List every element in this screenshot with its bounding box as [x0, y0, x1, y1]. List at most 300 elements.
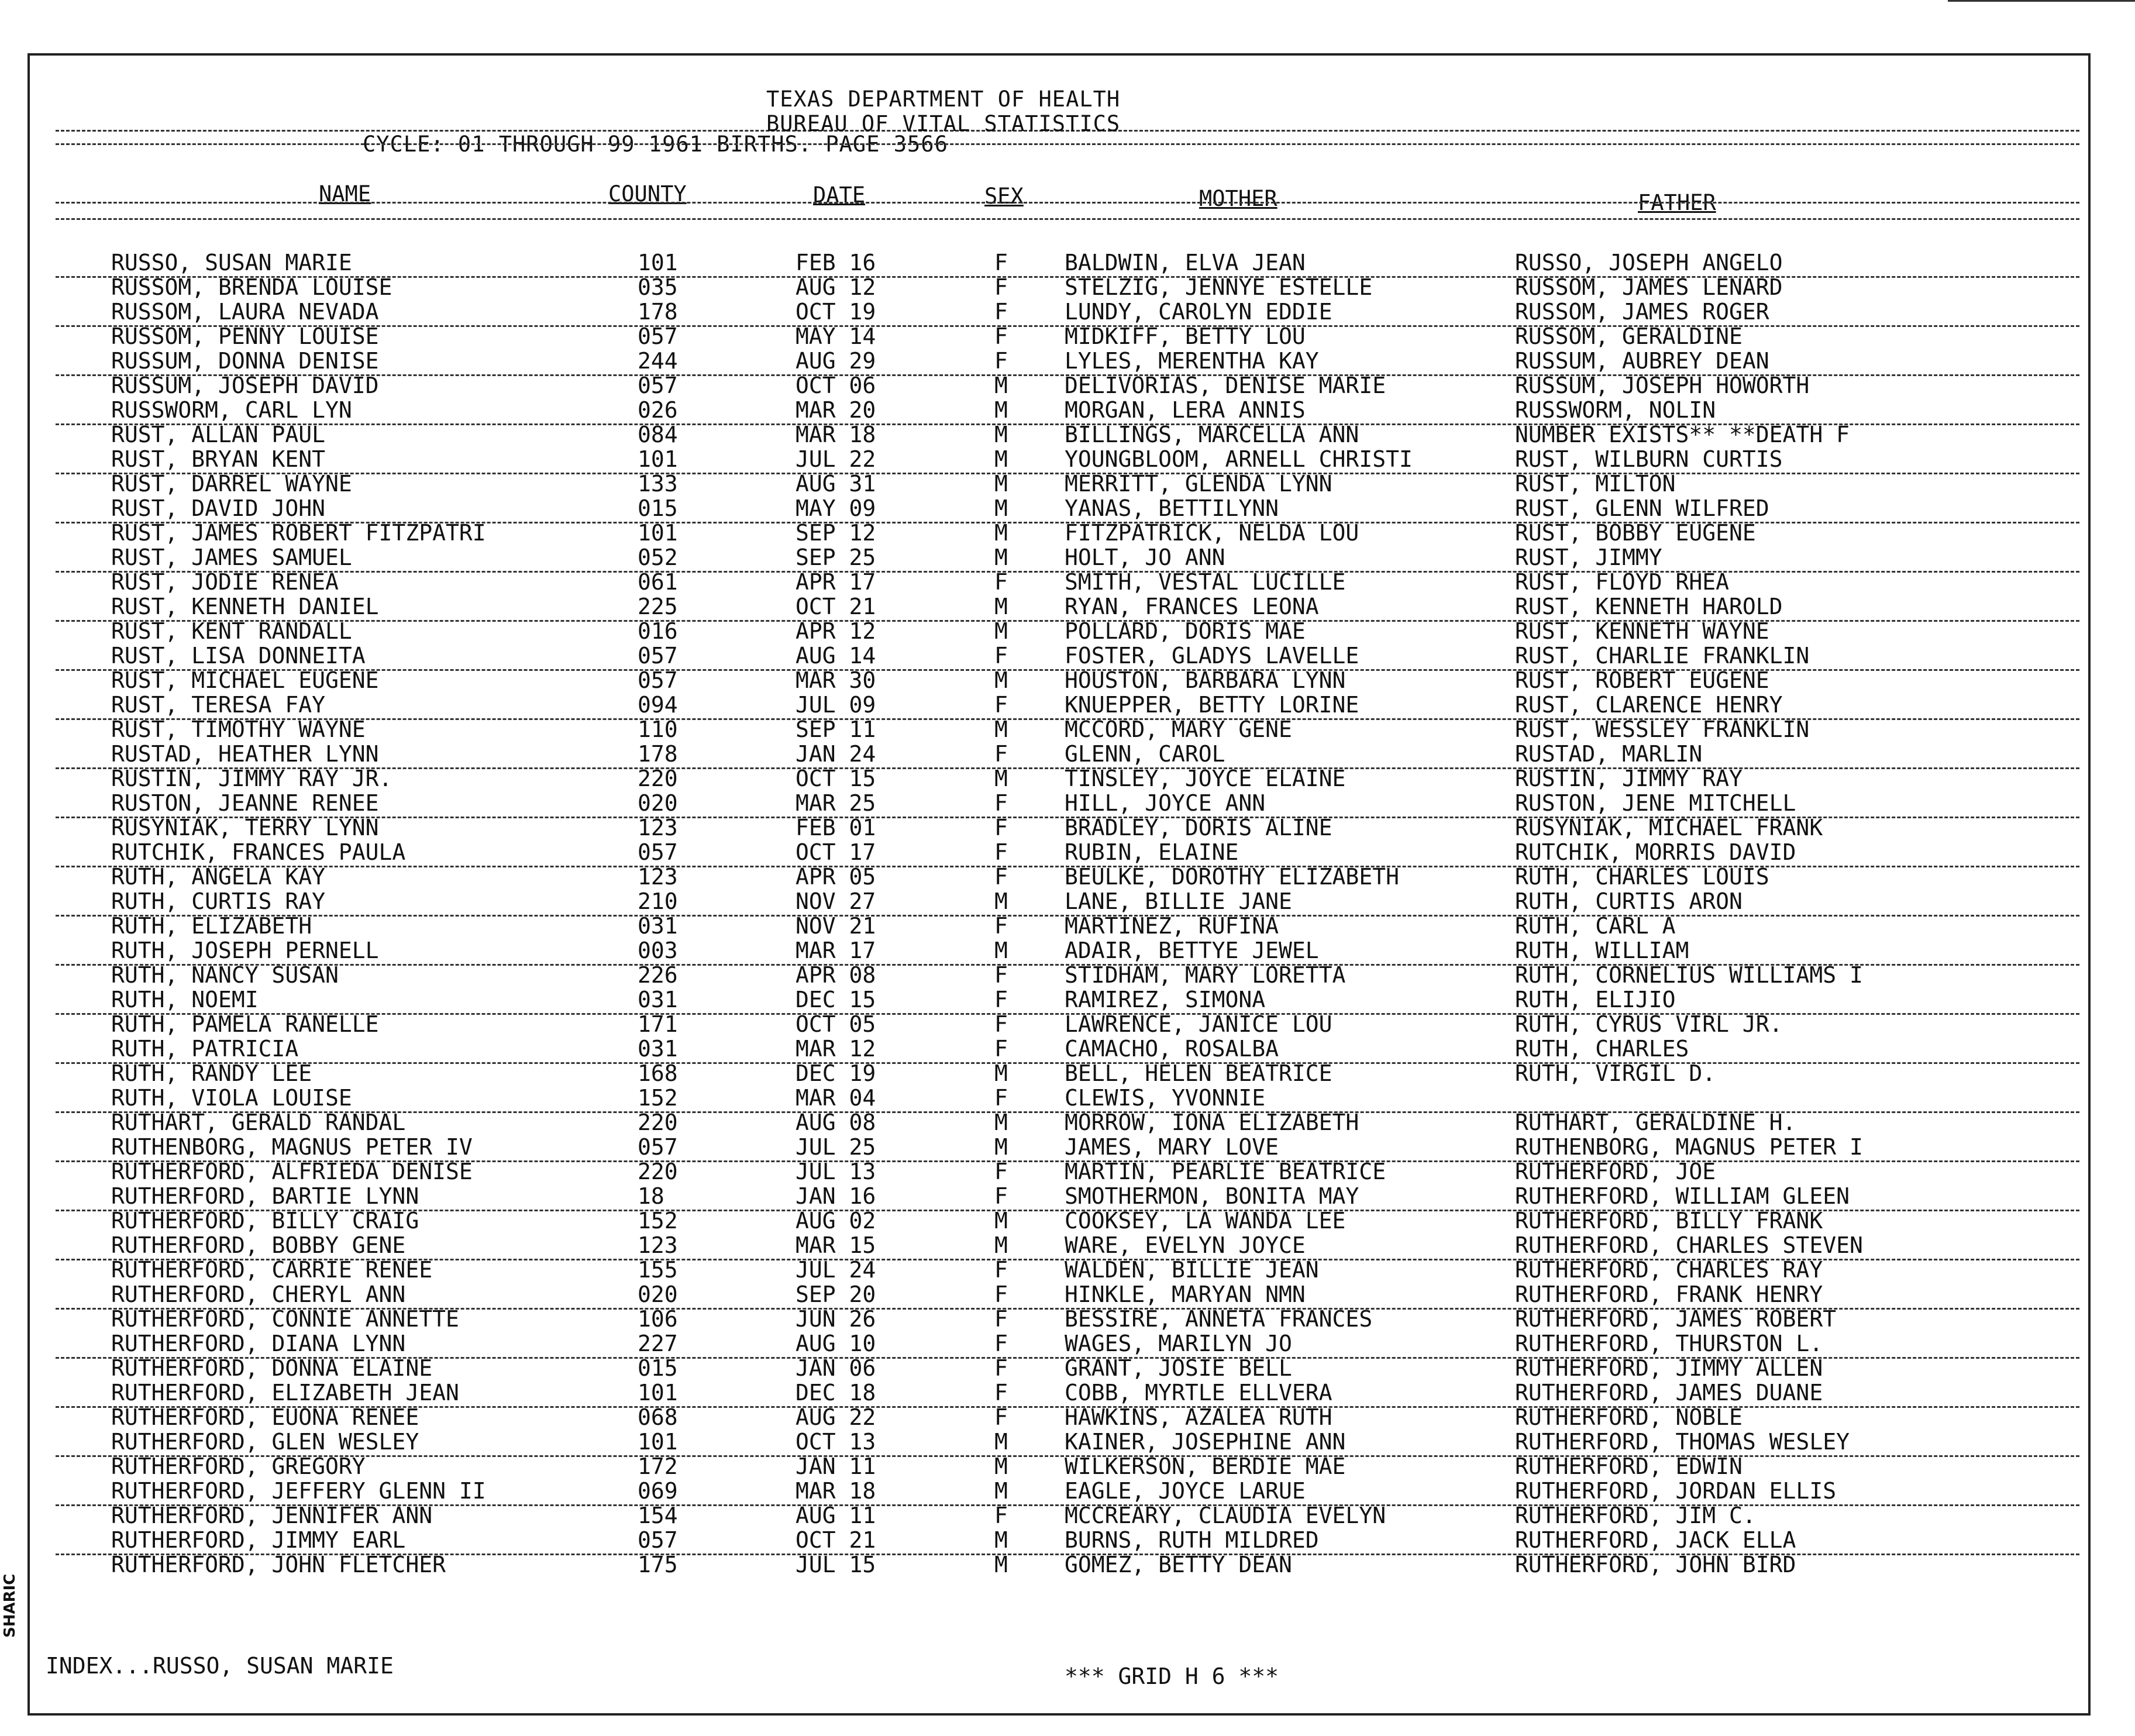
cell-sex: M: [994, 1478, 1008, 1504]
cell-name: RUSYNIAK, TERRY LYNN: [111, 815, 379, 841]
cell-date: APR 17: [796, 569, 876, 595]
cell-mother: GLENN, CAROL: [1065, 741, 1225, 767]
cell-name: RUSSUM, DONNA DENISE: [111, 348, 379, 374]
cell-date: MAR 12: [796, 1036, 876, 1062]
cell-county: 031: [638, 987, 678, 1012]
cell-mother: BEULKE, DOROTHY ELIZABETH: [1065, 864, 1399, 890]
cell-county: 210: [638, 888, 678, 914]
cell-date: JUL 13: [796, 1159, 876, 1184]
table-row: [0, 643, 2135, 668]
col-county: COUNTY: [608, 181, 687, 206]
cell-county: 225: [638, 594, 678, 619]
cell-name: RUSSOM, BRENDA LOUISE: [111, 274, 392, 300]
column-rule-bottom: [56, 218, 2079, 220]
cell-mother: DELIVORIAS, DENISE MARIE: [1065, 373, 1386, 398]
cell-name: RUTH, CURTIS RAY: [111, 888, 326, 914]
cell-name: RUSSO, SUSAN MARIE: [111, 250, 352, 275]
cell-father: RUST, BOBBY EUGENE: [1515, 520, 1756, 546]
cell-sex: F: [994, 1404, 1008, 1430]
cell-name: RUTHERFORD, ELIZABETH JEAN: [111, 1380, 459, 1406]
col-mother: MOTHER: [1199, 186, 1277, 211]
cell-date: MAR 18: [796, 422, 876, 447]
cell-father: RUST, MILTON: [1515, 471, 1676, 497]
cell-county: 101: [638, 250, 678, 275]
cell-father: RUTCHIK, MORRIS DAVID: [1515, 839, 1796, 865]
cell-father: RUTH, CYRUS VIRL JR.: [1515, 1011, 1783, 1037]
cell-name: RUTHERFORD, EUONA RENEE: [111, 1404, 419, 1430]
cell-county: 020: [638, 1282, 678, 1307]
cell-name: RUTHERFORD, JOHN FLETCHER: [111, 1552, 446, 1577]
cell-sex: M: [994, 1232, 1008, 1258]
cell-county: 175: [638, 1552, 678, 1577]
cell-name: RUTHERFORD, JENNIFER ANN: [111, 1503, 433, 1528]
cell-sex: M: [994, 495, 1008, 521]
cell-county: 172: [638, 1453, 678, 1479]
cell-name: RUTHERFORD, BOBBY GENE: [111, 1232, 406, 1258]
table-row: [0, 447, 2135, 471]
cell-sex: M: [994, 1134, 1008, 1160]
cell-sex: F: [994, 692, 1008, 718]
cell-mother: HILL, JOYCE ANN: [1065, 790, 1266, 816]
cell-sex: F: [994, 1503, 1008, 1528]
cell-name: RUST, JAMES ROBERT FITZPATRI: [111, 520, 486, 546]
cell-date: AUG 31: [796, 471, 876, 497]
cell-date: MAR 20: [796, 397, 876, 423]
cell-name: RUST, BRYAN KENT: [111, 446, 326, 472]
cell-date: MAR 17: [796, 938, 876, 963]
cell-date: APR 12: [796, 618, 876, 644]
cell-sex: M: [994, 1110, 1008, 1135]
cell-sex: F: [994, 1257, 1008, 1283]
cell-father: RUSSO, JOSEPH ANGELO: [1515, 250, 1783, 275]
cell-sex: M: [994, 446, 1008, 472]
table-row: [0, 1258, 2135, 1282]
cell-date: JAN 06: [796, 1355, 876, 1381]
cell-date: SEP 20: [796, 1282, 876, 1307]
cell-date: SEP 12: [796, 520, 876, 546]
table-row: [0, 815, 2135, 840]
cell-father: RUSTIN, JIMMY RAY: [1515, 766, 1743, 791]
agency-title: TEXAS DEPARTMENT OF HEALTH: [766, 87, 1121, 112]
cell-mother: RYAN, FRANCES LEONA: [1065, 594, 1319, 619]
cell-sex: M: [994, 545, 1008, 570]
cell-father: RUST, GLENN WILFRED: [1515, 495, 1769, 521]
table-row: [0, 373, 2135, 398]
cell-mother: EAGLE, JOYCE LARUE: [1065, 1478, 1306, 1504]
column-rule-top: [56, 202, 2079, 204]
cell-date: MAR 25: [796, 790, 876, 816]
cell-county: 031: [638, 1036, 678, 1062]
table-row: [0, 963, 2135, 987]
cell-name: RUTH, PATRICIA: [111, 1036, 299, 1062]
cell-mother: MIDKIFF, BETTY LOU: [1065, 323, 1306, 349]
cell-mother: YOUNGBLOOM, ARNELL CHRISTI: [1065, 446, 1413, 472]
cell-date: AUG 29: [796, 348, 876, 374]
cell-date: APR 05: [796, 864, 876, 890]
table-row: [0, 766, 2135, 791]
cell-sex: F: [994, 1355, 1008, 1381]
cell-father: RUSSUM, AUBREY DEAN: [1515, 348, 1769, 374]
table-row: [0, 717, 2135, 742]
cell-father: RUSSOM, JAMES LENARD: [1515, 274, 1783, 300]
cell-father: RUTHENBORG, MAGNUS PETER I: [1515, 1134, 1863, 1160]
cell-date: OCT 19: [796, 299, 876, 325]
table-row: [0, 1135, 2135, 1159]
cell-father: RUTHERFORD, JACK ELLA: [1515, 1527, 1796, 1553]
table-row: [0, 299, 2135, 324]
cell-county: 178: [638, 741, 678, 767]
cell-sex: M: [994, 717, 1008, 742]
side-label: SHARIC: [1, 1573, 19, 1638]
table-row: [0, 521, 2135, 545]
cell-father: RUTH, CURTIS ARON: [1515, 888, 1743, 914]
cell-date: JAN 16: [796, 1183, 876, 1209]
cell-county: 18: [638, 1183, 664, 1209]
table-row: [0, 693, 2135, 717]
cell-father: RUTHERFORD, CHARLES RAY: [1515, 1257, 1823, 1283]
table-row: [0, 1012, 2135, 1036]
table-row: [0, 1036, 2135, 1061]
cell-mother: WARE, EVELYN JOYCE: [1065, 1232, 1306, 1258]
cell-mother: WALDEN, BILLIE JEAN: [1065, 1257, 1319, 1283]
table-row: [0, 349, 2135, 373]
cell-sex: F: [994, 1380, 1008, 1406]
cell-mother: BALDWIN, ELVA JEAN: [1065, 250, 1306, 275]
cell-mother: LYLES, MERENTHA KAY: [1065, 348, 1319, 374]
cell-mother: TINSLEY, JOYCE ELAINE: [1065, 766, 1346, 791]
cell-name: RUSTON, JEANNE RENEE: [111, 790, 379, 816]
cell-date: MAR 15: [796, 1232, 876, 1258]
cell-father: RUTHERFORD, THOMAS WESLEY: [1515, 1429, 1850, 1455]
cell-date: JUL 25: [796, 1134, 876, 1160]
cell-date: AUG 22: [796, 1404, 876, 1430]
cell-sex: F: [994, 741, 1008, 767]
table-row: [0, 275, 2135, 299]
table-row: [0, 1208, 2135, 1233]
cell-name: RUST, TIMOTHY WAYNE: [111, 717, 366, 742]
table-row: [0, 1307, 2135, 1331]
cell-county: 110: [638, 717, 678, 742]
cell-mother: MARTINEZ, RUFINA: [1065, 913, 1279, 939]
cell-father: RUSSUM, JOSEPH HOWORTH: [1515, 373, 1810, 398]
cell-sex: F: [994, 643, 1008, 669]
table-row: [0, 422, 2135, 447]
cell-mother: HOLT, JO ANN: [1065, 545, 1225, 570]
cell-date: SEP 11: [796, 717, 876, 742]
cell-sex: F: [994, 815, 1008, 841]
cell-date: DEC 15: [796, 987, 876, 1012]
cell-county: 226: [638, 962, 678, 988]
cell-mother: HOUSTON, BARBARA LYNN: [1065, 667, 1346, 693]
cell-mother: BURNS, RUTH MILDRED: [1065, 1527, 1319, 1553]
cell-date: JUL 22: [796, 446, 876, 472]
cell-mother: CAMACHO, ROSALBA: [1065, 1036, 1279, 1062]
cell-date: DEC 18: [796, 1380, 876, 1406]
cell-father: RUTHERFORD, BILLY FRANK: [1515, 1208, 1823, 1234]
cell-county: 220: [638, 1110, 678, 1135]
cell-county: 057: [638, 323, 678, 349]
cell-sex: M: [994, 1208, 1008, 1234]
cell-county: 152: [638, 1085, 678, 1111]
table-row: [0, 594, 2135, 619]
cell-sex: F: [994, 323, 1008, 349]
cell-name: RUSSWORM, CARL LYN: [111, 397, 352, 423]
cell-sex: M: [994, 520, 1008, 546]
cell-name: RUTHERFORD, DONNA ELAINE: [111, 1355, 433, 1381]
cell-county: 003: [638, 938, 678, 963]
cell-father: RUSSOM, GERALDINE: [1515, 323, 1743, 349]
cycle-line: CYCLE: 01 THROUGH 99 1961 BIRTHS. PAGE 3566: [363, 132, 948, 157]
cell-county: 084: [638, 422, 678, 447]
cell-mother: SMOTHERMON, BONITA MAY: [1065, 1183, 1359, 1209]
table-row: [0, 570, 2135, 594]
cell-father: RUTHART, GERALDINE H.: [1515, 1110, 1796, 1135]
col-date: DATE: [813, 182, 866, 208]
cell-mother: STIDHAM, MARY LORETTA: [1065, 962, 1346, 988]
cell-father: RUST, ROBERT EUGENE: [1515, 667, 1769, 693]
table-row: [0, 1282, 2135, 1307]
cell-date: AUG 02: [796, 1208, 876, 1234]
cell-county: 052: [638, 545, 678, 570]
cell-name: RUTHENBORG, MAGNUS PETER IV: [111, 1134, 473, 1160]
table-row: [0, 1086, 2135, 1110]
cell-mother: ADAIR, BETTYE JEWEL: [1065, 938, 1319, 963]
cell-father: RUTHERFORD, JORDAN ELLIS: [1515, 1478, 1837, 1504]
cell-name: RUST, DAVID JOHN: [111, 495, 326, 521]
table-row: [0, 1479, 2135, 1503]
cell-name: RUSTAD, HEATHER LYNN: [111, 741, 379, 767]
cell-date: JUL 09: [796, 692, 876, 718]
cell-mother: RUBIN, ELAINE: [1065, 839, 1239, 865]
cell-father: RUST, JIMMY: [1515, 545, 1662, 570]
table-row: [0, 1331, 2135, 1356]
cell-father: RUST, FLOYD RHEA: [1515, 569, 1730, 595]
cell-father: RUTHERFORD, JOE: [1515, 1159, 1716, 1184]
cell-county: 026: [638, 397, 678, 423]
table-row: [0, 864, 2135, 889]
cell-name: RUTH, NANCY SUSAN: [111, 962, 339, 988]
cell-sex: F: [994, 1331, 1008, 1356]
cell-name: RUTHERFORD, BILLY CRAIG: [111, 1208, 419, 1234]
cell-name: RUST, MICHAEL EUGENE: [111, 667, 379, 693]
table-row: [0, 398, 2135, 422]
cell-sex: M: [994, 618, 1008, 644]
cell-father: RUSSWORM, NOLIN: [1515, 397, 1716, 423]
cell-mother: FITZPATRICK, NELDA LOU: [1065, 520, 1359, 546]
cell-county: 020: [638, 790, 678, 816]
cell-name: RUTH, NOEMI: [111, 987, 259, 1012]
cell-county: 168: [638, 1060, 678, 1086]
cell-mother: MERRITT, GLENDA LYNN: [1065, 471, 1332, 497]
col-father: FATHER: [1638, 190, 1716, 215]
cell-name: RUTHERFORD, ALFRIEDA DENISE: [111, 1159, 473, 1184]
grid-label: *** GRID H 6 ***: [1065, 1663, 1279, 1689]
cell-name: RUTH, VIOLA LOUISE: [111, 1085, 352, 1111]
cell-county: 094: [638, 692, 678, 718]
cell-date: MAY 09: [796, 495, 876, 521]
cell-mother: GOMEZ, BETTY DEAN: [1065, 1552, 1292, 1577]
cell-father: RUST, KENNETH HAROLD: [1515, 594, 1783, 619]
cell-name: RUTHERFORD, CHERYL ANN: [111, 1282, 406, 1307]
cell-county: 031: [638, 913, 678, 939]
cell-sex: F: [994, 1159, 1008, 1184]
cell-name: RUST, LISA DONNEITA: [111, 643, 366, 669]
cell-mother: MARTIN, PEARLIE BEATRICE: [1065, 1159, 1386, 1184]
cell-name: RUST, TERESA FAY: [111, 692, 326, 718]
table-row: [0, 1454, 2135, 1479]
cell-father: RUTH, CHARLES: [1515, 1036, 1689, 1062]
cell-name: RUST, ALLAN PAUL: [111, 422, 326, 447]
cell-sex: M: [994, 938, 1008, 963]
cell-mother: POLLARD, DORIS MAE: [1065, 618, 1306, 644]
cell-name: RUST, JAMES SAMUEL: [111, 545, 352, 570]
cell-county: 101: [638, 1380, 678, 1406]
cell-father: RUTHERFORD, WILLIAM GLEEN: [1515, 1183, 1850, 1209]
cell-sex: F: [994, 962, 1008, 988]
cell-mother: BESSIRE, ANNETA FRANCES: [1065, 1306, 1373, 1332]
cell-county: 057: [638, 1527, 678, 1553]
cell-county: 244: [638, 348, 678, 374]
cell-date: MAY 14: [796, 323, 876, 349]
cell-county: 178: [638, 299, 678, 325]
cell-date: AUG 14: [796, 643, 876, 669]
cell-county: 015: [638, 495, 678, 521]
cell-county: 123: [638, 864, 678, 890]
cell-mother: RAMIREZ, SIMONA: [1065, 987, 1266, 1012]
cell-name: RUTH, JOSEPH PERNELL: [111, 938, 379, 963]
cell-father: RUSSOM, JAMES ROGER: [1515, 299, 1769, 325]
cell-father: RUTHERFORD, JAMES DUANE: [1515, 1380, 1823, 1406]
col-name: NAME: [319, 181, 371, 206]
cell-sex: M: [994, 1453, 1008, 1479]
cell-mother: CLEWIS, YVONNIE: [1065, 1085, 1266, 1111]
cell-county: 123: [638, 1232, 678, 1258]
cell-father: RUSTON, JENE MITCHELL: [1515, 790, 1796, 816]
cell-sex: F: [994, 790, 1008, 816]
bureau-title: BUREAU OF VITAL STATISTICS: [766, 111, 1121, 136]
cell-name: RUST, KENT RANDALL: [111, 618, 352, 644]
cell-name: RUTH, ANGELA KAY: [111, 864, 326, 890]
cell-date: FEB 01: [796, 815, 876, 841]
cell-name: RUSSUM, JOSEPH DAVID: [111, 373, 379, 398]
cell-date: AUG 11: [796, 1503, 876, 1528]
cell-mother: WAGES, MARILYN JO: [1065, 1331, 1292, 1356]
cell-sex: F: [994, 1085, 1008, 1111]
cell-sex: M: [994, 1429, 1008, 1455]
cell-sex: F: [994, 864, 1008, 890]
cell-father: RUTHERFORD, JIMMY ALLEN: [1515, 1355, 1823, 1381]
cell-mother: HINKLE, MARYAN NMN: [1065, 1282, 1306, 1307]
cell-mother: STELZIG, JENNYE ESTELLE: [1065, 274, 1373, 300]
col-sex: SEX: [984, 184, 1024, 209]
cell-father: RUSYNIAK, MICHAEL FRANK: [1515, 815, 1823, 841]
cell-date: OCT 17: [796, 839, 876, 865]
cell-father: RUTH, CARL A: [1515, 913, 1676, 939]
cell-sex: F: [994, 1282, 1008, 1307]
cell-mother: KNUEPPER, BETTY LORINE: [1065, 692, 1359, 718]
cell-county: 220: [638, 1159, 678, 1184]
table-row: [0, 1184, 2135, 1208]
cell-name: RUTCHIK, FRANCES PAULA: [111, 839, 406, 865]
cell-mother: LAWRENCE, JANICE LOU: [1065, 1011, 1332, 1037]
cell-name: RUTHART, GERALD RANDAL: [111, 1110, 406, 1135]
table-row: [0, 1503, 2135, 1528]
cell-sex: M: [994, 373, 1008, 398]
table-row: [0, 496, 2135, 521]
cell-father: RUTH, CHARLES LOUIS: [1515, 864, 1769, 890]
cell-county: 057: [638, 839, 678, 865]
cell-county: 101: [638, 1429, 678, 1455]
cell-date: JUN 26: [796, 1306, 876, 1332]
table-row: [0, 840, 2135, 864]
cell-county: 220: [638, 766, 678, 791]
cell-father: RUTH, VIRGIL D.: [1515, 1060, 1716, 1086]
cell-county: 015: [638, 1355, 678, 1381]
cell-date: DEC 19: [796, 1060, 876, 1086]
cell-name: RUTHERFORD, GREGORY: [111, 1453, 366, 1479]
cell-mother: MCCORD, MARY GENE: [1065, 717, 1292, 742]
cell-date: OCT 21: [796, 1527, 876, 1553]
cell-sex: M: [994, 1527, 1008, 1553]
cell-date: AUG 08: [796, 1110, 876, 1135]
cell-father: RUTH, WILLIAM: [1515, 938, 1689, 963]
cell-sex: F: [994, 250, 1008, 275]
table-row: [0, 742, 2135, 766]
cell-date: MAR 18: [796, 1478, 876, 1504]
table-row: [0, 1430, 2135, 1454]
cell-father: RUTHERFORD, JOHN BIRD: [1515, 1552, 1796, 1577]
table-row: [0, 1356, 2135, 1380]
cell-mother: LUNDY, CAROLYN EDDIE: [1065, 299, 1332, 325]
cell-county: 152: [638, 1208, 678, 1234]
cell-county: 101: [638, 520, 678, 546]
cell-mother: LANE, BILLIE JANE: [1065, 888, 1292, 914]
cell-father: RUTH, CORNELIUS WILLIAMS I: [1515, 962, 1863, 988]
cell-county: 057: [638, 643, 678, 669]
cell-date: NOV 27: [796, 888, 876, 914]
cell-father: RUTHERFORD, NOBLE: [1515, 1404, 1743, 1430]
cell-sex: F: [994, 839, 1008, 865]
cell-date: AUG 12: [796, 274, 876, 300]
cell-county: 227: [638, 1331, 678, 1356]
header-rule-2: [56, 143, 2079, 145]
table-row: [0, 1405, 2135, 1430]
cell-county: 068: [638, 1404, 678, 1430]
cell-name: RUST, JODIE RENEA: [111, 569, 339, 595]
cell-date: JUL 15: [796, 1552, 876, 1577]
table-row: [0, 914, 2135, 938]
cell-mother: MCCREARY, CLAUDIA EVELYN: [1065, 1503, 1386, 1528]
cell-sex: M: [994, 1552, 1008, 1577]
cell-name: RUTH, PAMELA RANELLE: [111, 1011, 379, 1037]
cell-father: RUTHERFORD, THURSTON L.: [1515, 1331, 1823, 1356]
cell-date: JUL 24: [796, 1257, 876, 1283]
cell-county: 155: [638, 1257, 678, 1283]
cell-county: 154: [638, 1503, 678, 1528]
cell-father: RUTHERFORD, JAMES ROBERT: [1515, 1306, 1837, 1332]
table-row: [0, 1233, 2135, 1258]
cell-sex: M: [994, 667, 1008, 693]
table-row: [0, 668, 2135, 693]
table-row: [0, 1528, 2135, 1552]
cell-father: RUST, WESSLEY FRANKLIN: [1515, 717, 1810, 742]
table-row: [0, 938, 2135, 963]
cell-county: 057: [638, 1134, 678, 1160]
cell-sex: F: [994, 274, 1008, 300]
cell-sex: F: [994, 1183, 1008, 1209]
cell-sex: F: [994, 569, 1008, 595]
cell-father: RUST, KENNETH WAYNE: [1515, 618, 1769, 644]
